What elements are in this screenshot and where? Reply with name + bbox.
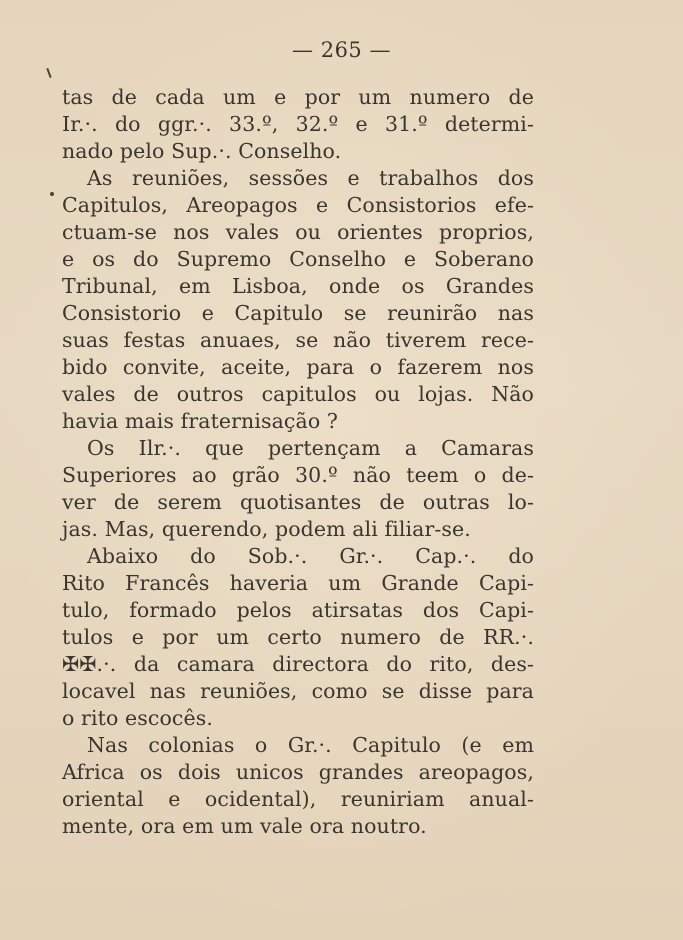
text-line: Superiores ao grão 30.º não teem o de- (62, 463, 534, 487)
text-line: ctuam-se nos vales ou orientes proprios, (62, 220, 534, 244)
text-line: ver de serem quotisantes de outras lo- (62, 490, 534, 514)
margin-mark (46, 68, 51, 78)
body-text (62, 84, 534, 840)
text-line: mente, ora em um vale ora noutro. (62, 814, 427, 838)
text-line: jas. Mas, querendo, podem ali filiar-se. (62, 517, 471, 541)
text-line: tulo, formado pelos atirsatas dos Capi- (62, 598, 534, 622)
text-line: bido convite, aceite, para o fazerem nos (62, 355, 534, 379)
text-line: Capitulos, Areopagos e Consistorios efe- (62, 193, 534, 217)
text-line: o rito escocês. (62, 706, 213, 730)
margin-mark (50, 192, 54, 196)
text-line: Rito Francês haveria um Grande Capi- (62, 571, 534, 595)
text-line: Abaixo do Sob.·. Gr.·. Cap.·. do (87, 544, 534, 568)
text-line: vales de outros capitulos ou lojas. Não (62, 382, 534, 406)
text-line: havia mais fraternisação ? (62, 409, 338, 433)
text-line: tas de cada um e por um numero de (62, 85, 534, 109)
text-line: Africa os dois unicos grandes areopagos, (62, 760, 534, 784)
text-line: As reuniões, sessões e trabalhos dos (87, 166, 534, 190)
text-line: Tribunal, em Lisboa, onde os Grandes (62, 274, 534, 298)
text-line: Os Ilr.·. que pertençam a Camaras (87, 436, 534, 460)
text-line: Nas colonias o Gr.·. Capitulo (e em (87, 733, 534, 757)
text-line: oriental e ocidental), reuniriam anual- (62, 787, 534, 811)
text-line: suas festas anuaes, se não tiverem rece- (62, 328, 534, 352)
text-line: tulos e por um certo numero de RR.·. (62, 625, 534, 649)
text-line: Consistorio e Capitulo se reunirão nas (62, 301, 534, 325)
text-line: ✠✠.·. da camara directora do rito, des- (62, 652, 534, 676)
text-line: e os do Supremo Conselho e Soberano (62, 247, 534, 271)
text-line: nado pelo Sup.·. Conselho. (62, 139, 342, 163)
text-line: locavel nas reuniões, como se disse para (62, 679, 534, 703)
page-number: — 265 — (292, 38, 391, 62)
text-line: Ir.·. do ggr.·. 33.º, 32.º e 31.º determi- (62, 112, 534, 136)
